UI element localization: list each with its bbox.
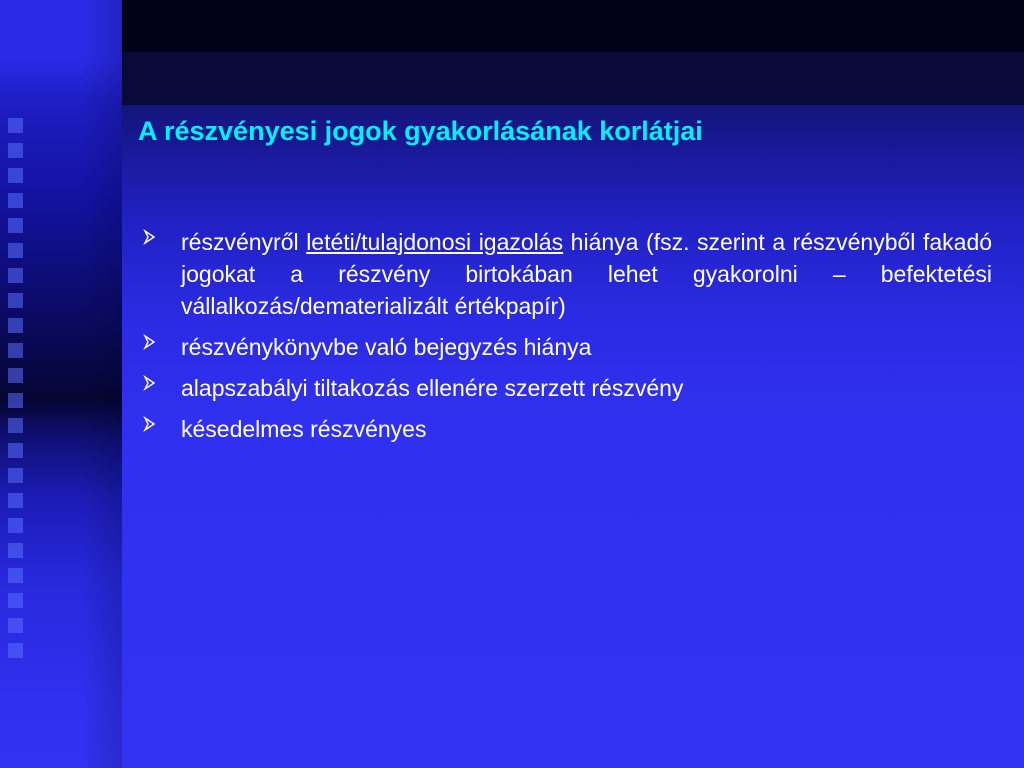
decorative-square (8, 493, 23, 508)
decorative-square (8, 343, 23, 358)
decorative-square (8, 393, 23, 408)
slide-title: A részvényesi jogok gyakorlásának korlátjai (138, 116, 703, 146)
decorative-square (8, 543, 23, 558)
bullet-text: alapszabályi tiltakozás ellenére szerzett részvény (181, 375, 684, 401)
decorative-square (8, 643, 23, 658)
bullet-text-after: hiánya (fsz. szerint a részvényből fakadó jogokat a részvény birtokában lehet gyakorolni – befektetési vállalkozás/dematerializált értékpapír) (181, 229, 993, 319)
decorative-square (8, 468, 23, 483)
decorative-squares (8, 118, 26, 668)
arrow-right-icon (142, 229, 160, 247)
decorative-square (8, 268, 23, 283)
decorative-square (8, 593, 23, 608)
arrow-right-icon (142, 375, 160, 393)
decorative-square (8, 293, 23, 308)
bullet-item (140, 331, 992, 363)
bullet-text: részvénykönyvbe való bejegyzés hiánya (181, 334, 592, 360)
arrow-right-icon (142, 416, 160, 434)
decorative-square (8, 318, 23, 333)
decorative-square (8, 218, 23, 233)
bullet-item (140, 226, 992, 322)
bullet-item (140, 372, 992, 404)
decorative-square (8, 168, 23, 183)
decorative-square (8, 368, 23, 383)
bullet-underlined-term: letéti/tulajdonosi igazolás (306, 229, 564, 255)
bullet-text-before: részvényről (181, 229, 299, 255)
decorative-square (8, 618, 23, 633)
bullet-text: késedelmes részvényes (181, 416, 427, 442)
decorative-square (8, 568, 23, 583)
left-decorative-band (0, 0, 122, 768)
arrow-right-icon (142, 334, 160, 352)
decorative-square (8, 443, 23, 458)
decorative-square (8, 143, 23, 158)
bullet-text (181, 226, 992, 322)
bullet-list (140, 226, 992, 454)
decorative-square (8, 418, 23, 433)
bullet-item (140, 413, 992, 445)
decorative-square (8, 193, 23, 208)
decorative-square (8, 518, 23, 533)
decorative-square (8, 118, 23, 133)
decorative-square (8, 243, 23, 258)
